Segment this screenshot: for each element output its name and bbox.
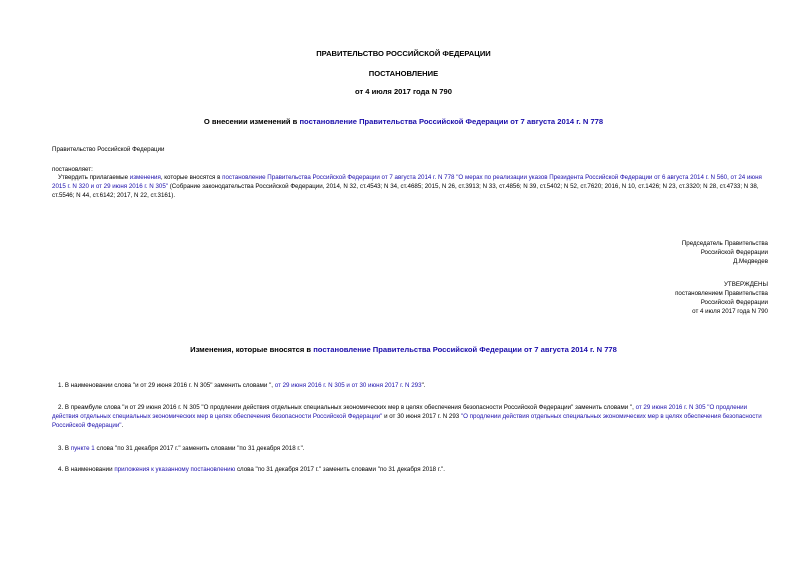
item-3-text-b: слова "по 31 декабря 2017 г." заменить словами "по 31 декабря 2018 г.". xyxy=(94,445,305,452)
item-4 xyxy=(52,466,770,475)
item-3-link[interactable]: пункте 1 xyxy=(70,445,95,452)
decree-778-link[interactable]: постановление Правительства Российской Федерации от 7 августа 2014 г. N 778 "О мерах по реализации указов Президента Российской Федерации от 6 августа 2014 г. N 560, от 24 июня 2015 г. N 320 и от 29 июня 2016 г. N 305" xyxy=(52,174,762,190)
approved-line-3: Российской Федерации xyxy=(700,298,768,306)
p1-text-c: (Собрание законодательства Российской Федерации, 2014, N 32, ст.4543; N 34, ст.4685; 2015, N 26, ст.3913; N 33, ст.4856; N 39, ст.5402; N 52, ст.7620; 2016, N 10, ст.1426; N 23, ст.3320; N 28, ст.4733; N 38, ст.5546; N 44, ст.6142; 2017, N 22, ст.3161). xyxy=(52,182,759,199)
signature-line-2: Российской Федерации xyxy=(700,248,768,256)
document-title xyxy=(0,116,807,127)
item-2-text-b: и от 30 июня 2017 г. N 293 xyxy=(382,412,461,420)
intro-text: Правительство Российской Федерации xyxy=(52,146,165,153)
approved-line-4: от 4 июля 2017 года N 790 xyxy=(692,307,768,315)
item-1-text-a: 1. В наименовании слова "и от 29 июня 2016 г. N 305" заменить словами ", xyxy=(58,382,275,389)
changes-link[interactable]: изменения xyxy=(129,174,161,181)
p1-text-b: , которые вносятся в xyxy=(160,174,223,181)
resolves-text: постановляет: xyxy=(52,166,93,173)
item-4-link[interactable]: приложения к указанному постановлению xyxy=(114,466,236,473)
item-1 xyxy=(52,382,770,391)
item-2-link-1[interactable]: от 29 июня 2016 г. N 305 "О продлении действия отдельных специальных экономических мер в целях обеспечения безопасности Российской Федерации" xyxy=(52,404,748,420)
p1-text-a: Утвердить прилагаемые xyxy=(58,174,130,181)
date-number-heading: от 4 июля 2017 года N 790 xyxy=(355,87,452,96)
title-link[interactable]: постановление Правительства Российской Федерации от 7 августа 2014 г. N 778 xyxy=(299,117,604,126)
item-2-text-c: . xyxy=(121,421,124,429)
item-1-text-b: ". xyxy=(421,382,426,389)
item-4-text-b: слова "по 31 декабря 2017 г." заменить словами "по 31 декабря 2018 г.". xyxy=(235,466,445,473)
approved-block xyxy=(568,281,768,317)
signature-line-3: Д.Медведев xyxy=(733,257,768,265)
org-heading: ПРАВИТЕЛЬСТВО РОССИЙСКОЙ ФЕДЕРАЦИИ xyxy=(316,49,491,58)
paragraph-approve xyxy=(52,174,770,201)
item-4-text-a: 4. В наименовании xyxy=(58,466,115,473)
changes-title xyxy=(0,344,807,355)
item-3-text-a: 3. В xyxy=(58,445,71,452)
item-2-text-a: 2. В преамбуле слова "и от 29 июня 2016 г. N 305 "О продлении действия отдельных специальных экономических мер в целях обеспечения безопасности Российской Федерации" заменить словами ", xyxy=(58,404,636,411)
title-prefix: О внесении изменений в xyxy=(203,117,300,126)
item-2-link-2[interactable]: "О продлении действия отдельных специальных экономических мер в целях обеспечения безопасности Российской Федерации" xyxy=(52,412,762,429)
doc-type-heading: ПОСТАНОВЛЕНИЕ xyxy=(368,69,439,78)
signature-block xyxy=(568,240,768,267)
item-3 xyxy=(52,445,770,454)
item-1-link[interactable]: от 29 июня 2016 г. N 305 и от 30 июня 2017 г. N 293 xyxy=(274,382,422,389)
changes-title-prefix: Изменения, которые вносятся в xyxy=(190,345,314,354)
approved-line-2: постановлением Правительства xyxy=(675,289,768,297)
approved-line-1: УТВЕРЖДЕНЫ xyxy=(724,281,768,288)
item-2 xyxy=(52,404,770,431)
signature-line-1: Председатель Правительства xyxy=(681,240,768,247)
changes-title-link[interactable]: постановление Правительства Российской Федерации от 7 августа 2014 г. N 778 xyxy=(313,345,617,354)
